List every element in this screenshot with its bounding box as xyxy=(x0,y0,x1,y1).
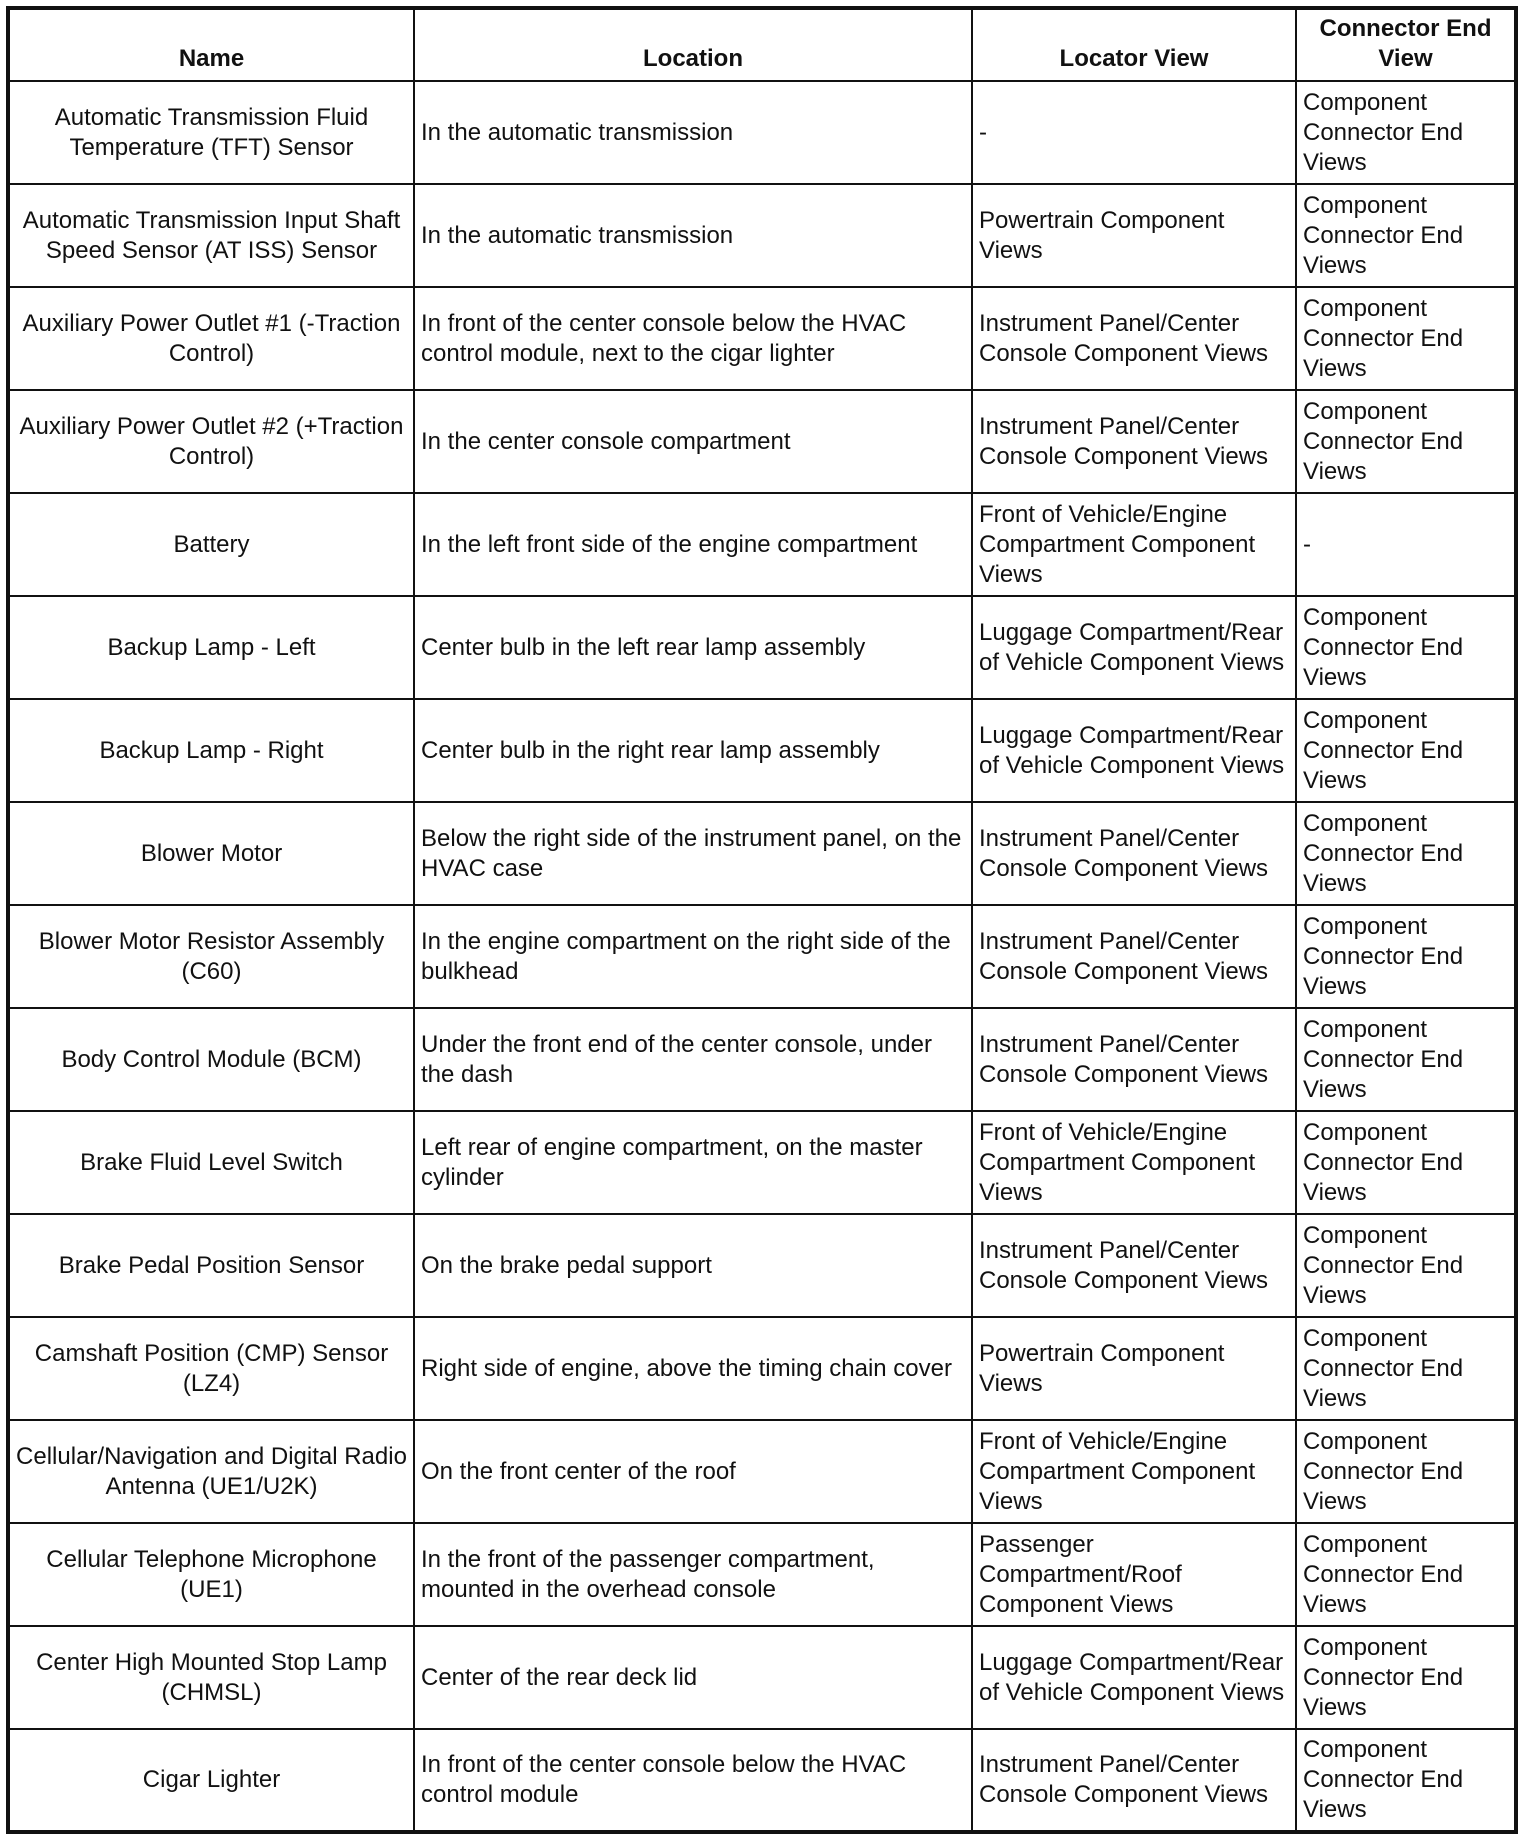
cell-locator-view: Powertrain Component Views xyxy=(972,184,1296,287)
cell-location: In the automatic transmission xyxy=(414,81,972,184)
cell-locator-view: Front of Vehicle/Engine Compartment Component Views xyxy=(972,1111,1296,1214)
cell-locator-view: Instrument Panel/Center Console Component Views xyxy=(972,1008,1296,1111)
cell-name: Brake Fluid Level Switch xyxy=(8,1111,414,1214)
header-connector-end-view: Connector End View xyxy=(1296,8,1516,81)
header-row xyxy=(8,8,1516,81)
table-row xyxy=(8,1729,1516,1832)
cell-connector-end-view: Component Connector End Views xyxy=(1296,1008,1516,1111)
cell-connector-end-view: Component Connector End Views xyxy=(1296,1214,1516,1317)
table-row xyxy=(8,493,1516,596)
cell-name: Auxiliary Power Outlet #2 (+Traction Control) xyxy=(8,390,414,493)
header-location: Location xyxy=(414,8,972,81)
cell-locator-view: Luggage Compartment/Rear of Vehicle Component Views xyxy=(972,1626,1296,1729)
header-locator-view: Locator View xyxy=(972,8,1296,81)
cell-locator-view: Instrument Panel/Center Console Component Views xyxy=(972,1214,1296,1317)
table-row xyxy=(8,1420,1516,1523)
cell-connector-end-view: Component Connector End Views xyxy=(1296,1111,1516,1214)
cell-name: Backup Lamp - Left xyxy=(8,596,414,699)
cell-name: Battery xyxy=(8,493,414,596)
cell-connector-end-view: Component Connector End Views xyxy=(1296,81,1516,184)
cell-name: Backup Lamp - Right xyxy=(8,699,414,802)
cell-location: Left rear of engine compartment, on the master cylinder xyxy=(414,1111,972,1214)
cell-connector-end-view: Component Connector End Views xyxy=(1296,1317,1516,1420)
cell-connector-end-view: Component Connector End Views xyxy=(1296,699,1516,802)
cell-location: In the engine compartment on the right side of the bulkhead xyxy=(414,905,972,1008)
cell-connector-end-view: Component Connector End Views xyxy=(1296,905,1516,1008)
cell-name: Cigar Lighter xyxy=(8,1729,414,1832)
cell-location: Center bulb in the right rear lamp assembly xyxy=(414,699,972,802)
header-name: Name xyxy=(8,8,414,81)
cell-name: Camshaft Position (CMP) Sensor (LZ4) xyxy=(8,1317,414,1420)
cell-name: Center High Mounted Stop Lamp (CHMSL) xyxy=(8,1626,414,1729)
cell-name: Cellular Telephone Microphone (UE1) xyxy=(8,1523,414,1626)
component-locator-document xyxy=(6,6,1514,1823)
cell-connector-end-view: Component Connector End Views xyxy=(1296,390,1516,493)
cell-location: Center of the rear deck lid xyxy=(414,1626,972,1729)
cell-name: Automatic Transmission Input Shaft Speed Sensor (AT ISS) Sensor xyxy=(8,184,414,287)
cell-locator-view: Front of Vehicle/Engine Compartment Component Views xyxy=(972,1420,1296,1523)
cell-locator-view: Luggage Compartment/Rear of Vehicle Component Views xyxy=(972,596,1296,699)
cell-connector-end-view: Component Connector End Views xyxy=(1296,1626,1516,1729)
cell-connector-end-view: Component Connector End Views xyxy=(1296,596,1516,699)
table-row xyxy=(8,184,1516,287)
cell-location: Right side of engine, above the timing chain cover xyxy=(414,1317,972,1420)
cell-location: In front of the center console below the HVAC control module, next to the cigar lighter xyxy=(414,287,972,390)
cell-location: In the center console compartment xyxy=(414,390,972,493)
component-locator-table xyxy=(6,6,1518,1834)
table-row xyxy=(8,699,1516,802)
cell-locator-view: Instrument Panel/Center Console Component Views xyxy=(972,1729,1296,1832)
table-row xyxy=(8,1111,1516,1214)
cell-location: In the left front side of the engine compartment xyxy=(414,493,972,596)
cell-connector-end-view: Component Connector End Views xyxy=(1296,184,1516,287)
table-row xyxy=(8,81,1516,184)
cell-connector-end-view: - xyxy=(1296,493,1516,596)
cell-name: Body Control Module (BCM) xyxy=(8,1008,414,1111)
table-row xyxy=(8,905,1516,1008)
cell-location: In front of the center console below the HVAC control module xyxy=(414,1729,972,1832)
table-row xyxy=(8,390,1516,493)
cell-locator-view: Passenger Compartment/Roof Component Views xyxy=(972,1523,1296,1626)
cell-location: Below the right side of the instrument panel, on the HVAC case xyxy=(414,802,972,905)
cell-locator-view: Luggage Compartment/Rear of Vehicle Component Views xyxy=(972,699,1296,802)
cell-locator-view: - xyxy=(972,81,1296,184)
cell-location: In the automatic transmission xyxy=(414,184,972,287)
cell-connector-end-view: Component Connector End Views xyxy=(1296,1729,1516,1832)
cell-connector-end-view: Component Connector End Views xyxy=(1296,287,1516,390)
cell-locator-view: Powertrain Component Views xyxy=(972,1317,1296,1420)
cell-location: In the front of the passenger compartment, mounted in the overhead console xyxy=(414,1523,972,1626)
cell-locator-view: Instrument Panel/Center Console Component Views xyxy=(972,390,1296,493)
cell-name: Cellular/Navigation and Digital Radio Antenna (UE1/U2K) xyxy=(8,1420,414,1523)
cell-name: Automatic Transmission Fluid Temperature (TFT) Sensor xyxy=(8,81,414,184)
cell-name: Blower Motor Resistor Assembly (C60) xyxy=(8,905,414,1008)
cell-name: Brake Pedal Position Sensor xyxy=(8,1214,414,1317)
table-row xyxy=(8,287,1516,390)
cell-locator-view: Front of Vehicle/Engine Compartment Component Views xyxy=(972,493,1296,596)
cell-location: On the brake pedal support xyxy=(414,1214,972,1317)
cell-locator-view: Instrument Panel/Center Console Component Views xyxy=(972,905,1296,1008)
table-row xyxy=(8,596,1516,699)
table-row xyxy=(8,1008,1516,1111)
table-row xyxy=(8,802,1516,905)
cell-locator-view: Instrument Panel/Center Console Component Views xyxy=(972,287,1296,390)
cell-locator-view: Instrument Panel/Center Console Component Views xyxy=(972,802,1296,905)
cell-location: Under the front end of the center console, under the dash xyxy=(414,1008,972,1111)
table-row xyxy=(8,1626,1516,1729)
table-row xyxy=(8,1523,1516,1626)
cell-connector-end-view: Component Connector End Views xyxy=(1296,802,1516,905)
cell-location: On the front center of the roof xyxy=(414,1420,972,1523)
cell-location: Center bulb in the left rear lamp assembly xyxy=(414,596,972,699)
table-row xyxy=(8,1317,1516,1420)
cell-name: Auxiliary Power Outlet #1 (-Traction Control) xyxy=(8,287,414,390)
table-body xyxy=(8,81,1516,1832)
cell-connector-end-view: Component Connector End Views xyxy=(1296,1523,1516,1626)
cell-connector-end-view: Component Connector End Views xyxy=(1296,1420,1516,1523)
cell-name: Blower Motor xyxy=(8,802,414,905)
table-row xyxy=(8,1214,1516,1317)
